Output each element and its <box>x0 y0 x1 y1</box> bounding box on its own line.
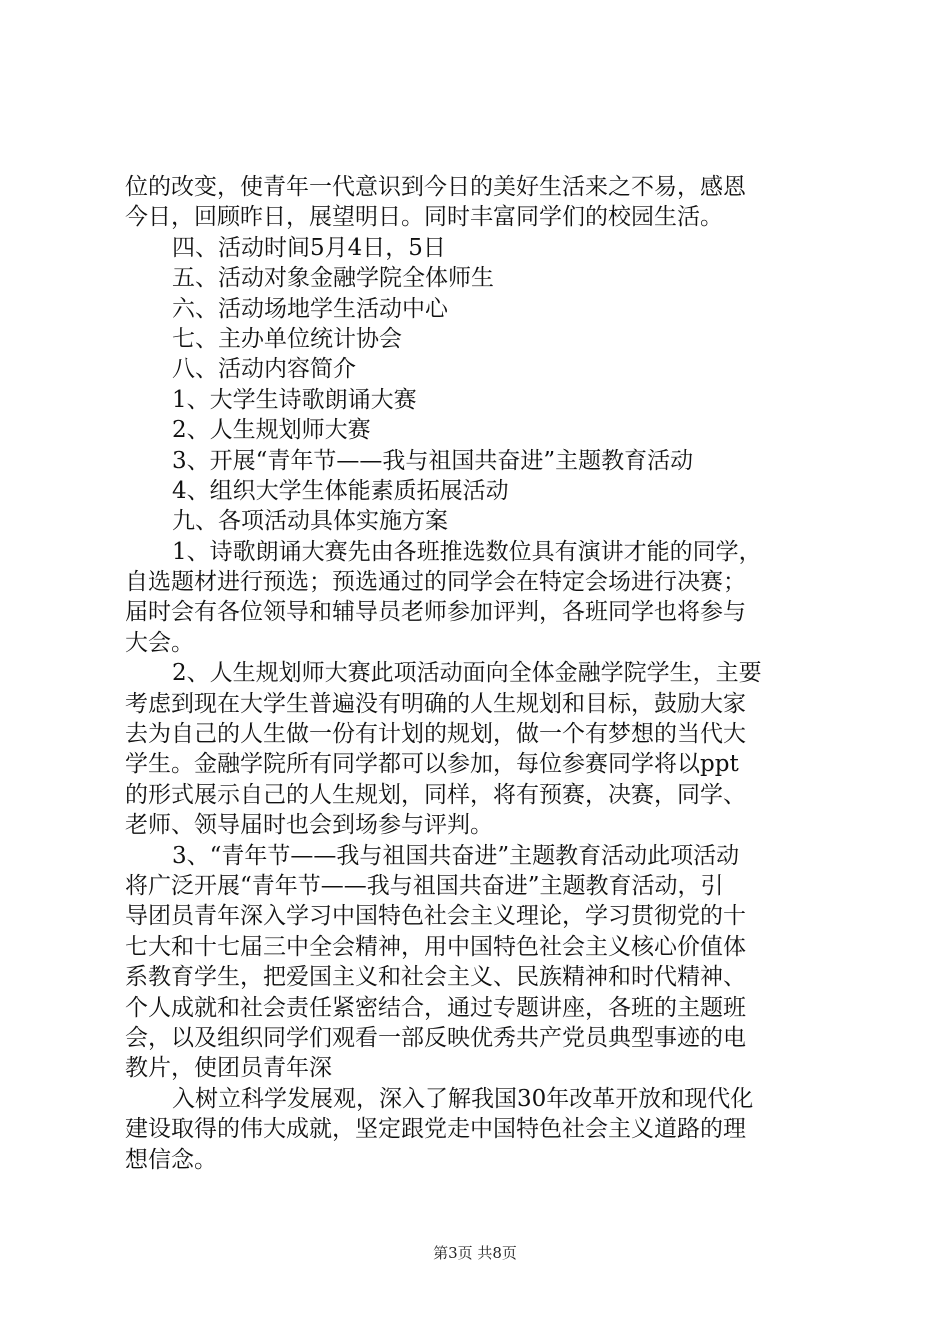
text-line: 去为自己的人生做一份有计划的规划，做一个有梦想的当代大 <box>125 721 746 748</box>
text-line: 想信念。 <box>125 1146 217 1173</box>
text-line: 大会。 <box>125 629 194 656</box>
text-line: 3、开展“青年节——我与祖国共奋进”主题教育活动 <box>172 447 694 474</box>
text-line: 1、大学生诗歌朗诵大赛 <box>172 386 417 413</box>
text-line: 1、诗歌朗诵大赛先由各班推选数位具有演讲才能的同学， <box>172 538 762 565</box>
text-line: 届时会有各位领导和辅导员老师参加评判，各班同学也将参与 <box>125 599 746 626</box>
text-line: 入树立科学发展观，深入了解我国30年改革开放和现代化 <box>172 1085 754 1112</box>
text-line: 考虑到现在大学生普遍没有明确的人生规划和目标，鼓励大家 <box>125 690 746 717</box>
text-line: 建设取得的伟大成就，坚定跟党走中国特色社会主义道路的理 <box>125 1116 746 1143</box>
text-line: 六、活动场地学生活动中心 <box>172 295 448 322</box>
text-line: 会，以及组织同学们观看一部反映优秀共产党员典型事迹的电 <box>125 1024 746 1051</box>
text-line: 老师、领导届时也会到场参与评判。 <box>125 812 493 839</box>
text-line: 2、人生规划师大赛 <box>172 417 371 444</box>
text-line: 系教育学生，把爱国主义和社会主义、民族精神和时代精神、 <box>125 964 746 991</box>
text-line: 今日，回顾昨日，展望明日。同时丰富同学们的校园生活。 <box>125 204 723 231</box>
text-line: 七大和十七届三中全会精神，用中国特色社会主义核心价值体 <box>125 933 746 960</box>
text-line: 导团员青年深入学习中国特色社会主义理论，学习贯彻党的十 <box>125 903 746 930</box>
document-body <box>125 172 831 1175</box>
text-line: 的形式展示自己的人生规划，同样，将有预赛，决赛，同学、 <box>125 781 746 808</box>
text-line: 五、活动对象金融学院全体师生 <box>172 265 494 292</box>
text-line: 2、人生规划师大赛此项活动面向全体金融学院学生，主要 <box>172 660 762 687</box>
text-line: 教片，使团员青年深 <box>125 1055 332 1082</box>
text-line: 4、组织大学生体能素质拓展活动 <box>172 477 509 504</box>
text-line: 九、各项活动具体实施方案 <box>172 508 448 535</box>
page-footer: 第3页 共8页 <box>433 1244 517 1262</box>
text-line: 四、活动时间5月4日，5日 <box>172 234 446 261</box>
text-line: 3、“青年节——我与祖国共奋进”主题教育活动此项活动 <box>172 842 740 869</box>
text-line: 将广泛开展“青年节——我与祖国共奋进”主题教育活动，引 <box>125 872 724 899</box>
text-line: 八、活动内容简介 <box>172 356 356 383</box>
text-line: 位的改变，使青年一代意识到今日的美好生活来之不易，感恩 <box>125 174 746 200</box>
text-line: 自选题材进行预选；预选通过的同学会在特定会场进行决赛； <box>125 569 746 596</box>
text-line: 个人成就和社会责任紧密结合，通过专题讲座，各班的主题班 <box>125 994 746 1021</box>
text-line: 七、主办单位统计协会 <box>172 325 402 352</box>
text-line: 学生。金融学院所有同学都可以参加，每位参赛同学将以ppt <box>125 751 739 778</box>
